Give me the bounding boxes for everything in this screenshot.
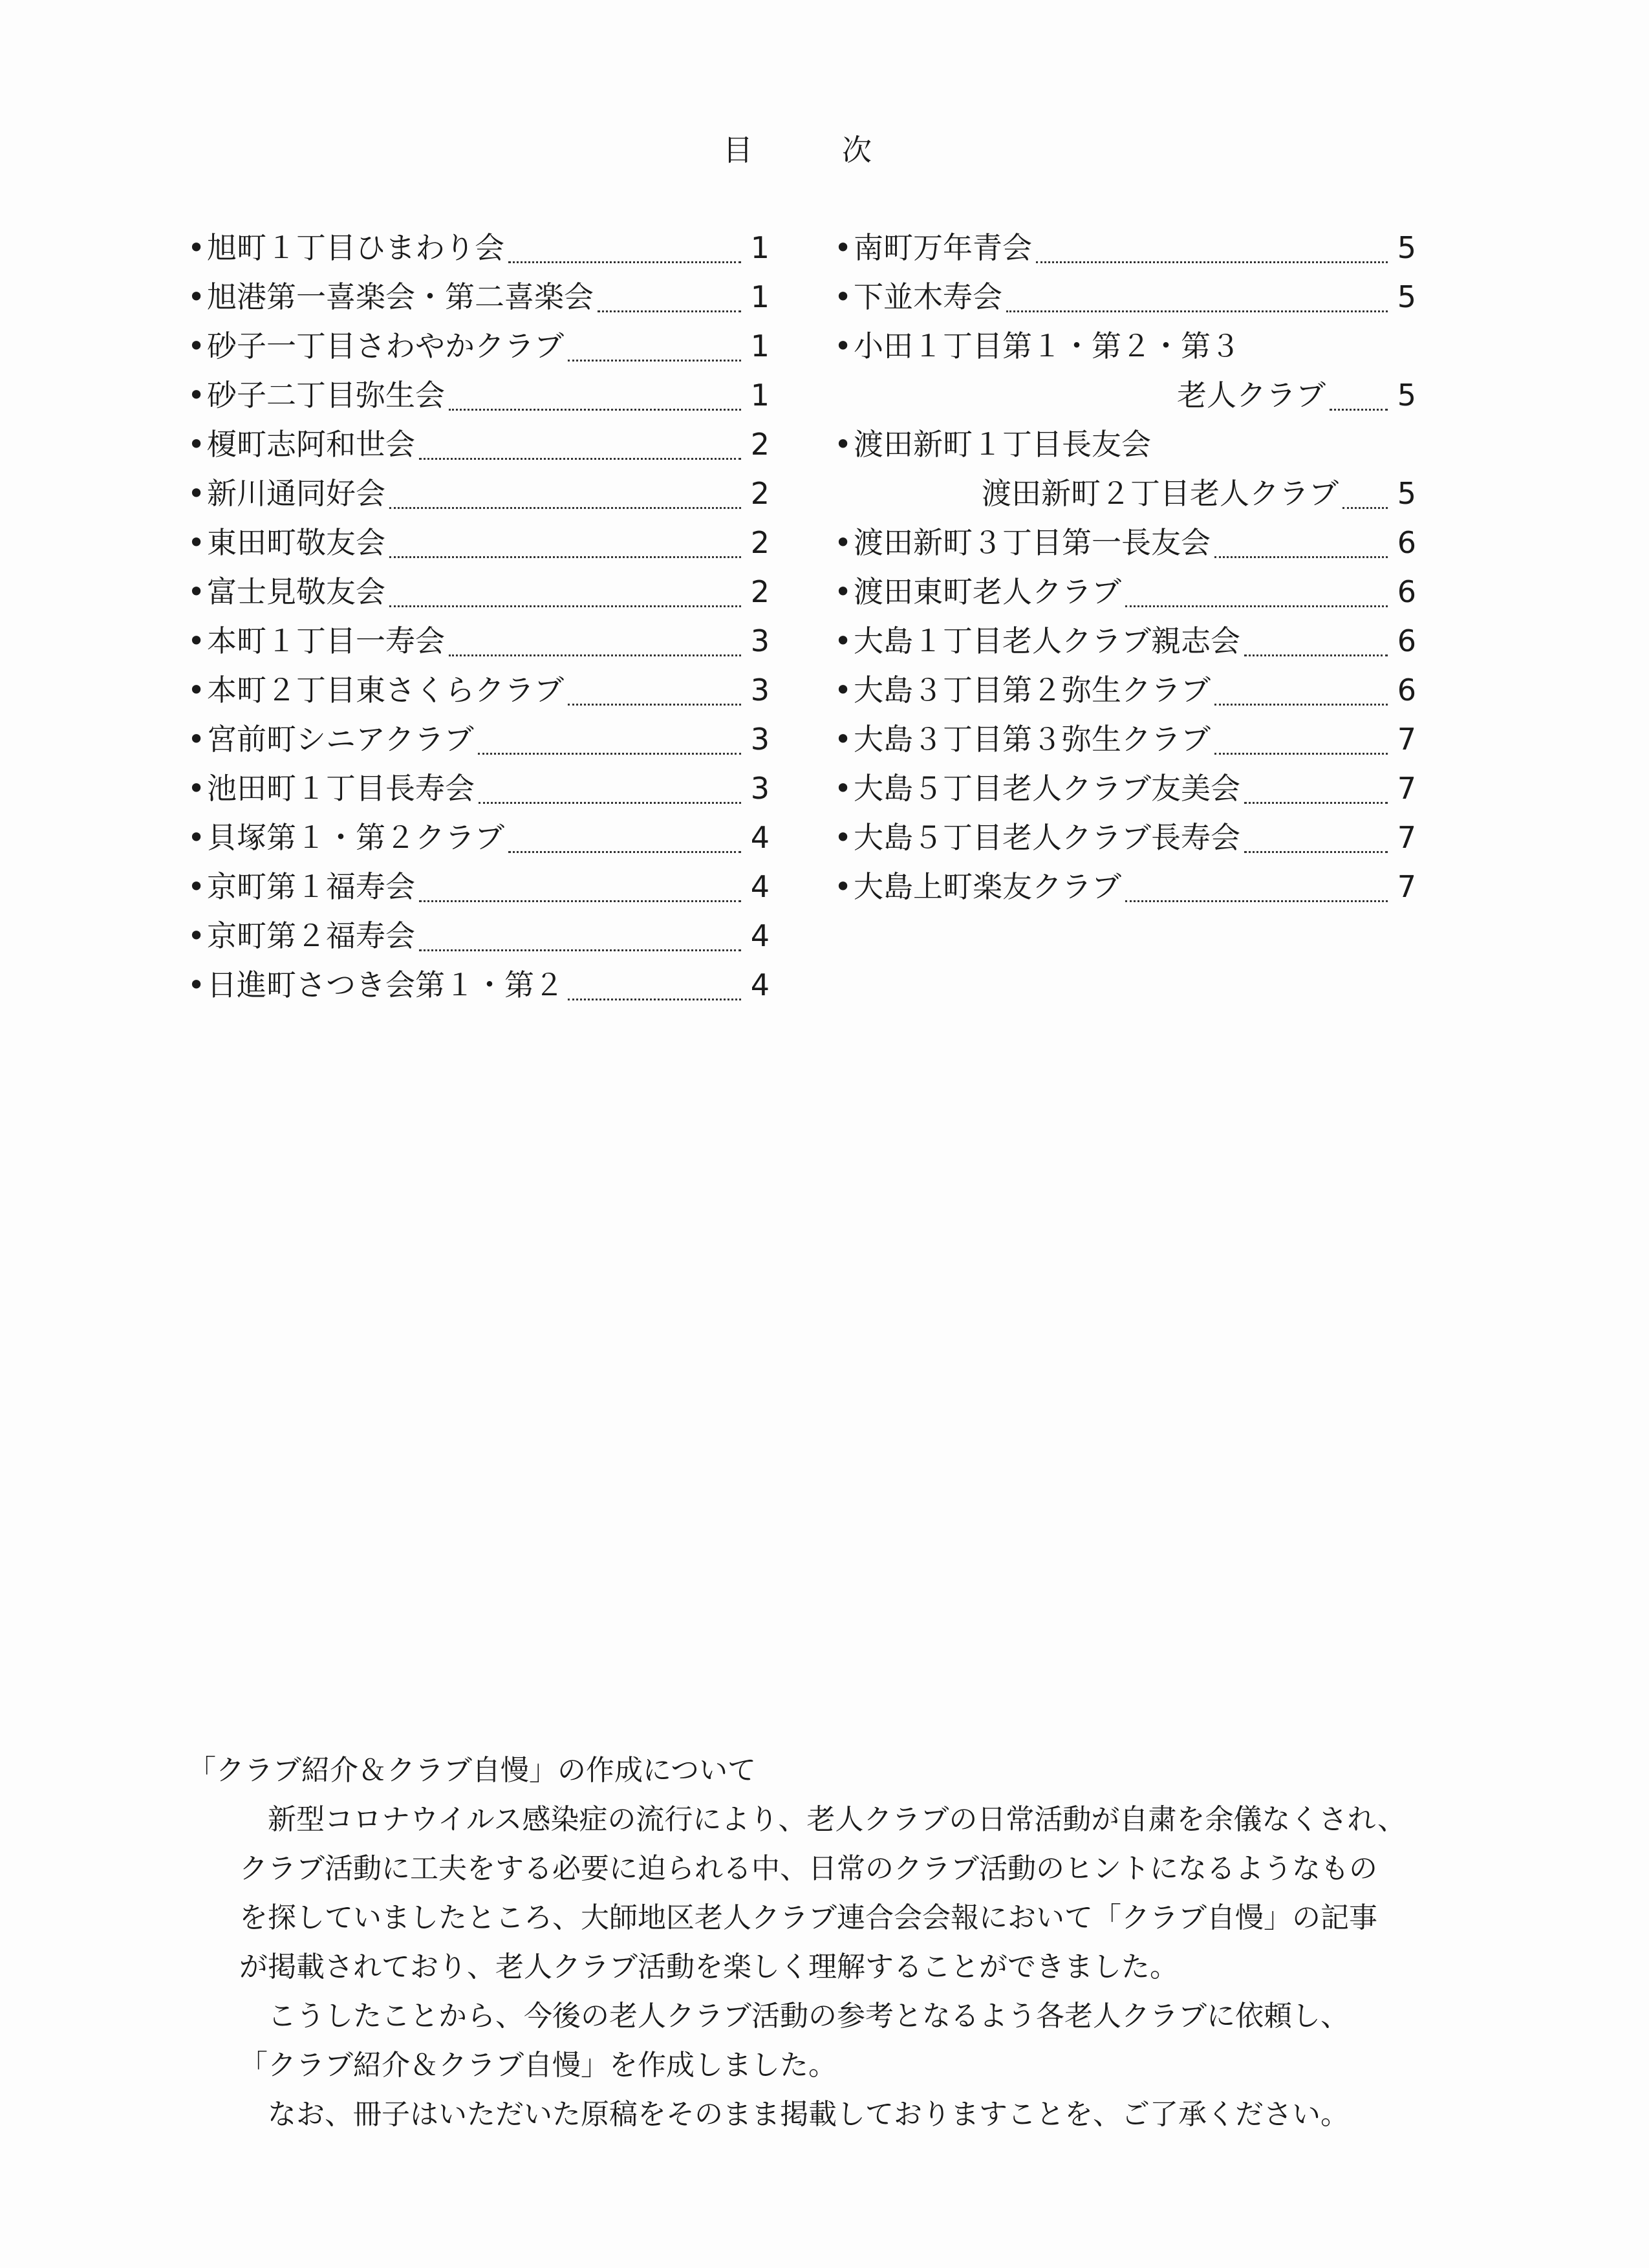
bullet-icon: • [188,967,206,1002]
toc-entry-page: 7 [1397,869,1416,904]
toc-entry [834,616,1416,665]
toc-entry-name-cont: 渡田新町２丁目老人クラブ [982,476,1339,511]
bullet-icon: • [188,427,206,462]
bullet-icon: • [188,771,206,806]
leader-dots [1330,409,1388,411]
toc-entry-page: 3 [750,623,770,658]
leader-dots [419,900,741,902]
toc-entry [834,518,1416,567]
toc-entry-name: 旭町１丁目ひまわり会 [207,230,504,265]
toc-entry-name: 南町万年青会 [854,230,1032,265]
toc-entry-name: 大島５丁目老人クラブ長寿会 [854,820,1240,855]
toc-entry-name: 榎町志阿和世会 [207,427,415,462]
toc-entry-page: 4 [750,820,770,855]
toc-entry-page: 2 [750,476,770,511]
bullet-icon: • [188,623,206,658]
leader-dots [508,851,741,853]
toc-entry [834,764,1416,813]
note-line: クラブ活動に工夫をする必要に迫られる中、日常のクラブ活動のヒントになるようなもの [239,1852,1377,1885]
toc-entry [834,665,1416,715]
bullet-icon: • [188,279,206,314]
toc-entry [188,911,770,960]
toc-entry-page: 3 [750,722,770,757]
toc-entry-name: 小田１丁目第１・第２・第３ [854,329,1240,363]
bullet-icon: • [834,869,852,904]
leader-dots [568,999,741,1000]
toc-entry-name: 大島３丁目第３弥生クラブ [854,722,1211,757]
toc-entry-name: 本町２丁目東さくらクラブ [207,673,564,707]
toc-entry [188,715,770,764]
bullet-icon: • [834,722,852,757]
toc-entry [188,616,770,665]
leader-dots [1006,310,1388,312]
bullet-icon: • [188,476,206,511]
note-line: 新型コロナウイルス感染症の流行により、老人クラブの日常活動が自粛を余儀なくされ、 [268,1803,1406,1836]
leader-dots [479,802,741,804]
title-char-2: 次 [842,133,872,167]
bullet-icon: • [834,230,852,265]
bullet-icon: • [834,279,852,314]
leader-dots [419,458,741,460]
bullet-icon: • [188,574,206,609]
leader-dots [478,753,741,755]
note-line: なお、冊子はいただいた原稿をそのまま掲載しておりますことを、ご了承ください。 [268,2098,1349,2131]
title-char-1: 目 [723,133,753,167]
leader-dots [1036,261,1388,263]
leader-dots [568,360,741,362]
toc-entry-line [834,469,1416,518]
toc-entry-page: 5 [1397,476,1416,511]
toc-entry [188,223,770,272]
toc-entry [188,420,770,469]
note-paragraph-1 [188,1795,1468,1992]
toc-entry [188,764,770,813]
toc-entry [188,862,770,911]
bullet-icon: • [834,329,852,363]
leader-dots [1214,556,1388,558]
toc-entry-page: 7 [1397,722,1416,757]
toc-entry-page: 6 [1397,525,1416,560]
bullet-icon: • [188,918,206,953]
toc-entry-line [834,420,1416,469]
toc-entry [834,272,1416,321]
toc-entry-name: 東田町敬友会 [207,525,385,560]
toc-entry [188,813,770,862]
toc-entry [188,960,770,1010]
toc-entry [834,223,1416,272]
toc-entry-name: 宮前町シニアクラブ [207,722,474,757]
toc-entry-page: 3 [750,673,770,707]
note-heading: 「クラブ紹介＆クラブ自慢」の作成について [188,1754,757,1787]
leader-dots [508,261,741,263]
toc-entry [834,813,1416,862]
toc-entry-name: 富士見敬友会 [207,574,385,609]
toc-entry-page: 5 [1397,378,1416,413]
leader-dots [1125,605,1388,607]
leader-dots [449,409,741,411]
leader-dots [598,310,741,312]
toc-entry [188,665,770,715]
toc-entry-name: 渡田東町老人クラブ [854,574,1121,609]
bullet-icon: • [834,574,852,609]
toc-entry-page: 1 [750,378,770,413]
toc-entry-name: 砂子一丁目さわやかクラブ [207,329,564,363]
toc-entry-name: 池田町１丁目長寿会 [207,771,475,806]
leader-dots [568,704,741,706]
toc-entry-page: 5 [1397,230,1416,265]
toc-entry-name: 大島３丁目第２弥生クラブ [854,673,1211,707]
toc-entry-page: 7 [1397,771,1416,806]
leader-dots [1214,753,1388,755]
note-paragraph-2 [188,1992,1468,2090]
toc-entry-name-cont: 老人クラブ [1177,378,1326,413]
bullet-icon: • [188,869,206,904]
leader-dots [1244,851,1388,853]
toc-entry-name: 渡田新町３丁目第一長友会 [854,525,1211,560]
bullet-icon: • [188,820,206,855]
leader-dots [1125,900,1388,902]
leader-dots [389,605,741,607]
toc-entry [188,371,770,420]
bullet-icon: • [834,623,852,658]
toc-entry-page: 2 [750,574,770,609]
toc-entry-name: 貝塚第１・第２クラブ [207,820,504,855]
toc-entry-name: 下並木寿会 [854,279,1002,314]
note-line: 「クラブ紹介＆クラブ自慢」を作成しました。 [239,2049,837,2082]
leader-dots [1342,507,1388,509]
toc-entry-name: 京町第２福寿会 [207,918,415,953]
toc-entry-name: 砂子二丁目弥生会 [207,378,445,413]
leader-dots [389,556,741,558]
toc-entry-page: 1 [750,279,770,314]
bullet-icon: • [188,673,206,707]
bullet-icon: • [834,771,852,806]
bullet-icon: • [834,820,852,855]
toc-entry-page: 6 [1397,623,1416,658]
toc-entry [188,567,770,616]
note-line: が掲載されており、老人クラブ活動を楽しく理解することができました。 [239,1950,1178,1983]
toc-entry-page: 4 [750,869,770,904]
bullet-icon: • [188,525,206,560]
toc-entry-name: 大島１丁目老人クラブ親志会 [854,623,1240,658]
bullet-icon: • [188,329,206,363]
bullet-icon: • [188,230,206,265]
toc-entry-name: 日進町さつき会第１・第２ [207,967,564,1002]
toc-entry [834,862,1416,911]
toc-entry-page: 2 [750,427,770,462]
toc-entry-page: 4 [750,918,770,953]
leader-dots [419,949,741,951]
note-line: こうしたことから、今後の老人クラブ活動の参考となるよう各老人クラブに依頼し、 [268,2000,1349,2033]
toc-entry-name: 大島上町楽友クラブ [854,869,1121,904]
toc-entry [188,272,770,321]
toc-entry-page: 1 [750,329,770,363]
toc-entry-page: 6 [1397,673,1416,707]
toc-entry [834,420,1416,518]
toc-entry [834,567,1416,616]
toc-entry-page: 1 [750,230,770,265]
toc-left-column [188,223,770,1010]
toc-entry-name: 渡田新町１丁目長友会 [854,427,1151,462]
toc-entry-name: 京町第１福寿会 [207,869,415,904]
leader-dots [389,507,741,509]
intro-note [188,1746,1468,2139]
toc-entry-name: 大島５丁目老人クラブ友美会 [854,771,1240,806]
toc-entry-name: 本町１丁目一寿会 [207,623,445,658]
toc-entry-line [834,371,1416,420]
bullet-icon: • [188,722,206,757]
toc-entry-name: 旭港第一喜楽会・第二喜楽会 [207,279,594,314]
leader-dots [449,654,741,656]
toc-entry [188,518,770,567]
toc-right-column [834,223,1416,911]
toc-entry-page: 3 [750,771,770,806]
toc-entry-page: 6 [1397,574,1416,609]
toc-entry [188,469,770,518]
toc-entry [834,321,1416,420]
bullet-icon: • [834,673,852,707]
bullet-icon: • [834,427,852,462]
toc-entry-page: 7 [1397,820,1416,855]
note-line: を探していましたところ、大師地区老人クラブ連合会会報において「クラブ自慢」の記事 [239,1901,1377,1934]
leader-dots [1214,704,1388,706]
toc-entry-page: 5 [1397,279,1416,314]
toc-entry-page: 4 [750,967,770,1002]
bullet-icon: • [188,378,206,413]
leader-dots [1244,802,1388,804]
toc-entry-page: 2 [750,525,770,560]
toc-entry [834,715,1416,764]
leader-dots [1244,654,1388,656]
note-paragraph-3 [188,2090,1468,2139]
toc-entry-line [834,321,1416,371]
toc-entry-name: 新川通同好会 [207,476,385,511]
toc-entry [188,321,770,371]
bullet-icon: • [834,525,852,560]
